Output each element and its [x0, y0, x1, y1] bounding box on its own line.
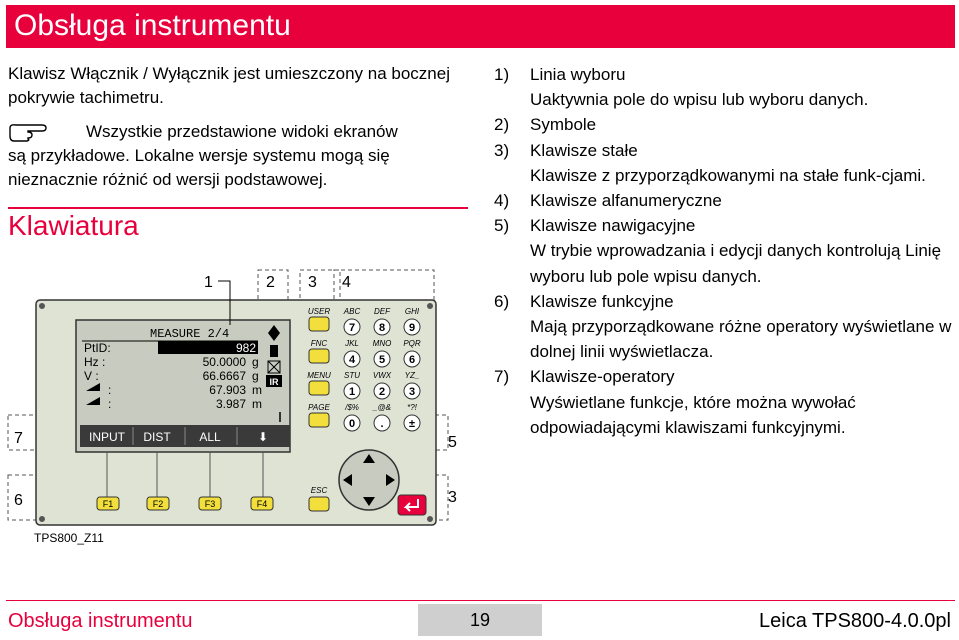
list-item [494, 289, 954, 314]
screen-row-value: 67.903 [209, 383, 246, 397]
alpha-key-digit: 7 [348, 322, 356, 334]
callout-3b: 3 [448, 489, 457, 506]
list-item [494, 62, 954, 87]
screen-row-value: 66.6667 [202, 369, 246, 383]
alpha-key-label: VWX [372, 371, 392, 380]
screen-row-unit: m [252, 383, 262, 397]
list-desc: Klawisze z przyporządkowanymi na stałe funk-cjami. [530, 165, 926, 185]
key-esc-label: ESC [310, 486, 328, 495]
pointing-hand-icon [8, 122, 48, 142]
key-page[interactable] [309, 413, 329, 427]
list-item [494, 364, 954, 389]
alpha-key-label: *?! [407, 403, 417, 412]
ir-label: IR [269, 377, 279, 387]
alpha-key-digit: 5 [378, 354, 386, 366]
key-fnc-label: FNC [310, 339, 328, 348]
list-title: Klawisze alfanumeryczne [530, 191, 722, 211]
intro-text: Klawisz Włącznik / Wyłącznik jest umieszczony na bocznej pokrywie tachimetru. [8, 64, 450, 107]
list-num: 2) [494, 115, 510, 135]
screen-row-unit: g [252, 369, 259, 383]
list-title: Klawisze-operatory [530, 367, 675, 387]
list-desc: W trybie wprowadzania i edycji danych kontrolują Linię wyboru lub pole wpisu danych. [530, 241, 942, 286]
list-num: 4) [494, 191, 510, 211]
softkey-dist: DIST [143, 430, 171, 444]
alpha-key-digit: 3 [408, 386, 416, 398]
page-number: 19 [469, 610, 491, 630]
list-desc: Uaktywnia pole do wpisu lub wyboru danych. [530, 90, 869, 110]
list-num: 3) [494, 140, 510, 160]
navigation-pad[interactable] [339, 450, 399, 510]
list-num: 1) [494, 65, 510, 84]
alpha-key-digit: 6 [408, 354, 416, 366]
note-block [8, 120, 468, 192]
key-f2-label: F2 [152, 499, 164, 509]
note-rest: są przykładowe. Lokalne wersje systemu mogą się nieznacznie różnić od wersji podstawowej. [8, 146, 390, 189]
screen-row-value: 50.0000 [202, 355, 246, 369]
alpha-key-digit: 8 [378, 322, 386, 334]
alpha-key-label: GHI [404, 307, 420, 316]
list-item [494, 188, 954, 213]
alpha-key-digit: . [380, 418, 384, 430]
list-title: Klawisze nawigacyjne [530, 216, 696, 236]
alpha-key-label: _@& [373, 403, 391, 412]
screen-row-label: : [108, 397, 112, 411]
alpha-key-label: /$% [345, 403, 359, 412]
footer-section: Obsługa instrumentu [8, 610, 193, 632]
key-menu-label: MENU [307, 371, 331, 380]
screen-row-label: PtID: [84, 341, 111, 355]
list-title: Klawisze stałe [530, 140, 638, 160]
screen-row-label: Hz : [84, 355, 106, 369]
page-title: Obsługa instrumentu [14, 9, 291, 42]
footer-product: Leica TPS800-4.0.0pl [759, 610, 951, 632]
key-f1-label: F1 [102, 499, 114, 509]
alpha-key-digit: 2 [378, 386, 386, 398]
alpha-key-digit: 4 [348, 354, 356, 366]
softkey-input: INPUT [89, 430, 125, 444]
list-num: 5) [494, 216, 510, 236]
screen-row-label: V : [84, 369, 99, 383]
screen-heading: MEASURE 2/4 [150, 327, 230, 341]
softkey-page-down: ⬇ [257, 430, 269, 444]
alpha-key-digit: 9 [408, 322, 416, 334]
keyboard-figure [0, 265, 470, 535]
key-menu[interactable] [309, 381, 329, 395]
list-desc: Mają przyporządkowane różne operatory wyświetlane w dolnej linii wyświetlacza. [530, 317, 952, 362]
list-item [494, 138, 954, 163]
list-num: 6) [494, 291, 510, 311]
alpha-key-label: PQR [403, 339, 421, 348]
screen-row-label: : [108, 383, 112, 397]
key-user[interactable] [309, 317, 329, 331]
section-title: Klawiatura [8, 210, 139, 241]
callout-7: 7 [14, 430, 23, 447]
alpha-key-digit: ± [408, 418, 416, 430]
key-user-label: USER [307, 307, 331, 316]
list-num: 7) [494, 367, 510, 387]
figure-caption: TPS800_Z11 [34, 531, 104, 545]
screen-row-value: 3.987 [215, 397, 246, 411]
screen-row-value: 982 [235, 341, 256, 355]
alpha-key-label: STU [344, 371, 360, 380]
callout-4: 4 [342, 274, 351, 291]
legend-list [494, 62, 954, 440]
callout-6: 6 [14, 492, 23, 509]
alpha-key-label: DEF [374, 307, 390, 316]
screen-row-unit: g [252, 355, 259, 369]
list-desc: Wyświetlane funkcje, które można wywołać odpowiadającymi klawiszami funkcyjnymi. [530, 392, 856, 437]
list-title: Symbole [530, 115, 597, 135]
key-f4-label: F4 [256, 499, 268, 509]
footer [0, 600, 959, 640]
callout-3: 3 [308, 274, 317, 291]
footer-rule [6, 600, 955, 601]
key-esc[interactable] [309, 497, 329, 511]
section-rule [8, 207, 468, 209]
key-fnc[interactable] [309, 349, 329, 363]
list-item [494, 213, 954, 238]
alpha-key-label: YZ_ [404, 371, 420, 380]
alpha-key-digit: 1 [348, 386, 356, 398]
screen-row-unit: m [252, 397, 262, 411]
key-f3-label: F3 [204, 499, 216, 509]
list-item [494, 112, 954, 137]
title-bar [6, 5, 955, 48]
alpha-key-digit: 0 [348, 418, 356, 430]
note-line1: Wszystkie przedstawione widoki ekranów [86, 122, 398, 141]
enter-key[interactable] [398, 495, 426, 515]
key-page-label: PAGE [308, 403, 330, 412]
alpha-key-label: ABC [343, 307, 361, 316]
page-number-box [418, 604, 542, 636]
softkey-all: ALL [199, 430, 221, 444]
callout-2: 2 [266, 274, 275, 291]
callout-1: 1 [204, 274, 213, 291]
callout-5: 5 [448, 434, 457, 451]
alpha-key-label: MNO [372, 339, 392, 348]
list-title: Linia wyboru [530, 65, 626, 84]
alpha-key-label: JKL [345, 339, 359, 348]
list-title: Klawisze funkcyjne [530, 291, 674, 311]
